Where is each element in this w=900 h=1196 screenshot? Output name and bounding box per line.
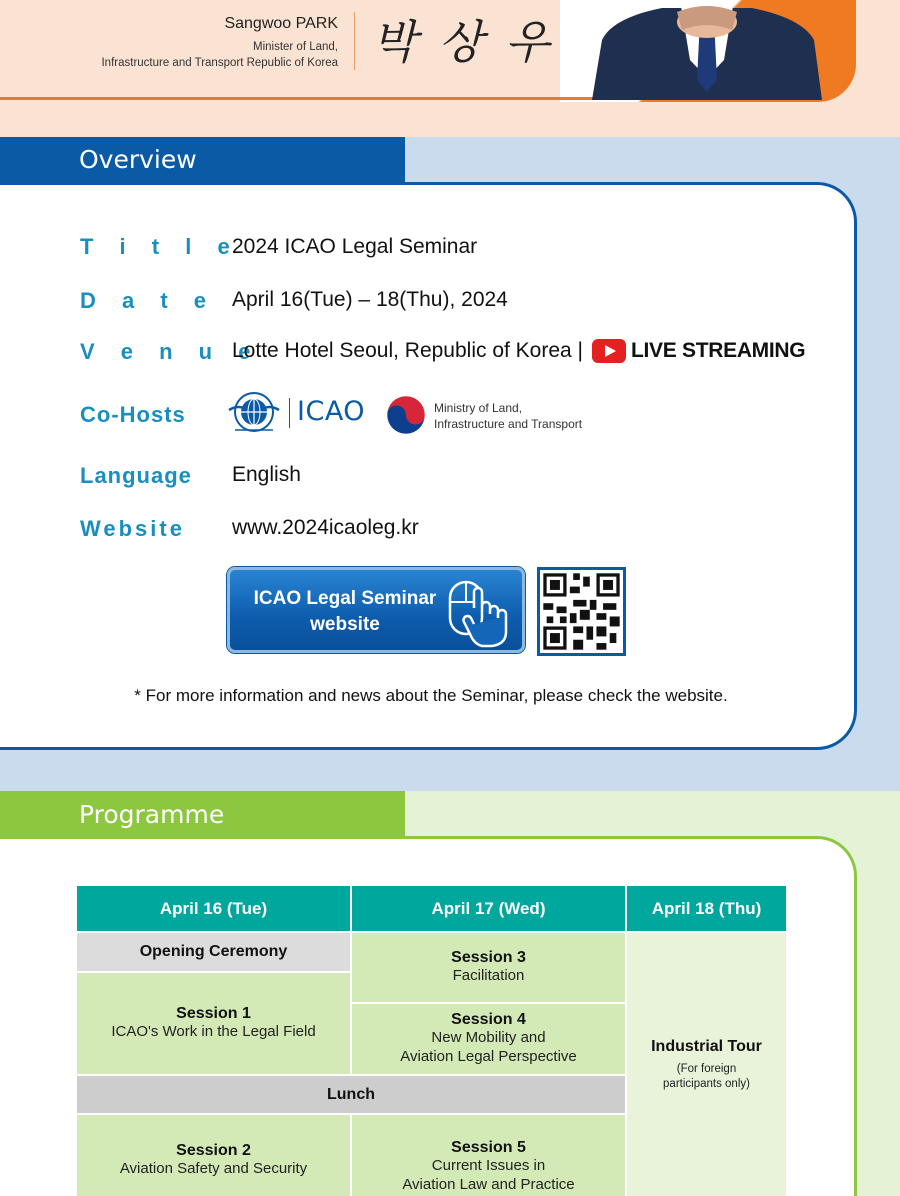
session4-subtitle-line1: New Mobility and: [431, 1029, 546, 1047]
language-label: Language: [80, 463, 192, 488]
molit-logo-text: [434, 401, 582, 432]
opening-ceremony-cell: [77, 933, 350, 971]
lunch-label: Lunch: [327, 1085, 375, 1103]
live-streaming-link[interactable]: LIVE STREAMING: [631, 339, 806, 362]
date-value: April 16(Tue) – 18(Thu), 2024: [232, 288, 508, 311]
website-label: Website: [80, 516, 185, 541]
industrial-tour-cell: [627, 933, 786, 1196]
button-line2: website: [310, 613, 380, 635]
title-value: 2024 ICAO Legal Seminar: [232, 235, 478, 258]
molit-emblem-icon: [386, 395, 426, 435]
mouse-click-icon: [446, 578, 512, 648]
day1-header: April 16 (Tue): [77, 886, 350, 931]
overview-heading: Overview: [79, 145, 197, 174]
icao-divider: [289, 398, 290, 428]
industrial-tour-note-line1: (For foreign: [676, 1062, 737, 1075]
minister-photo: [592, 0, 822, 100]
industrial-tour-note-line2: participants only): [663, 1077, 750, 1090]
venue-value: Lotte Hotel Seoul, Republic of Korea |: [232, 339, 584, 362]
industrial-tour-note: [663, 1062, 750, 1092]
cohosts-label: Co-Hosts: [80, 402, 186, 427]
button-line1: ICAO Legal Seminar: [253, 588, 437, 609]
molit-line1: Ministry of Land,: [434, 401, 523, 415]
minister-role: [101, 39, 338, 71]
day3-header: April 18 (Thu): [627, 886, 786, 931]
date-label: D a t e: [80, 288, 217, 313]
session5-subtitle-line1: Current Issues in: [431, 1157, 546, 1174]
session3-cell: [352, 933, 625, 1002]
session2-subtitle: Aviation Safety and Security: [119, 1159, 308, 1177]
session1-subtitle: ICAO's Work in the Legal Field: [111, 1023, 316, 1041]
session1-cell: [77, 973, 350, 1074]
youtube-icon[interactable]: [592, 339, 626, 363]
venue-label: V e n u e: [80, 339, 261, 364]
minister-role-line1: Minister of Land,: [252, 41, 338, 53]
lunch-cell: [77, 1076, 625, 1113]
industrial-tour-title: Industrial Tour: [651, 1037, 762, 1055]
session4-title: Session 4: [451, 1011, 526, 1029]
language-value: English: [232, 463, 301, 486]
session5-subtitle-line2: Aviation Law and Practice: [402, 1175, 575, 1193]
session5-cell: [352, 1115, 625, 1196]
minister-role-line2: Infrastructure and Transport Republic of Korea: [101, 57, 338, 70]
icao-emblem-icon: [227, 390, 281, 436]
icao-logo-text: ICAO: [297, 396, 366, 427]
session4-subtitle-line2: Aviation Legal Perspective: [400, 1048, 577, 1065]
qr-code[interactable]: [537, 567, 626, 656]
website-note: * For more information and news about the Seminar, please check the website.: [134, 686, 728, 705]
session2-cell: [77, 1115, 350, 1196]
session1-title: Session 1: [176, 1005, 251, 1023]
day2-header: April 17 (Wed): [352, 886, 625, 931]
website-value[interactable]: www.2024icaoleg.kr: [232, 516, 419, 539]
session4-cell: [352, 1004, 625, 1074]
minister-signature: 박상우: [372, 15, 572, 69]
title-label: T i t l e: [80, 234, 240, 259]
session5-title: Session 5: [451, 1139, 526, 1156]
molit-line2: Infrastructure and Transport: [434, 416, 583, 431]
signature-divider: [354, 12, 355, 70]
opening-ceremony: Opening Ceremony: [139, 943, 288, 960]
minister-name: Sangwoo PARK: [224, 15, 338, 32]
session3-subtitle: Facilitation: [452, 967, 525, 985]
programme-heading: Programme: [79, 800, 225, 829]
overview-tab: [0, 137, 405, 183]
session2-title: Session 2: [176, 1141, 251, 1159]
seminar-website-button-label[interactable]: [250, 586, 440, 637]
session3-title: Session 3: [451, 949, 526, 967]
